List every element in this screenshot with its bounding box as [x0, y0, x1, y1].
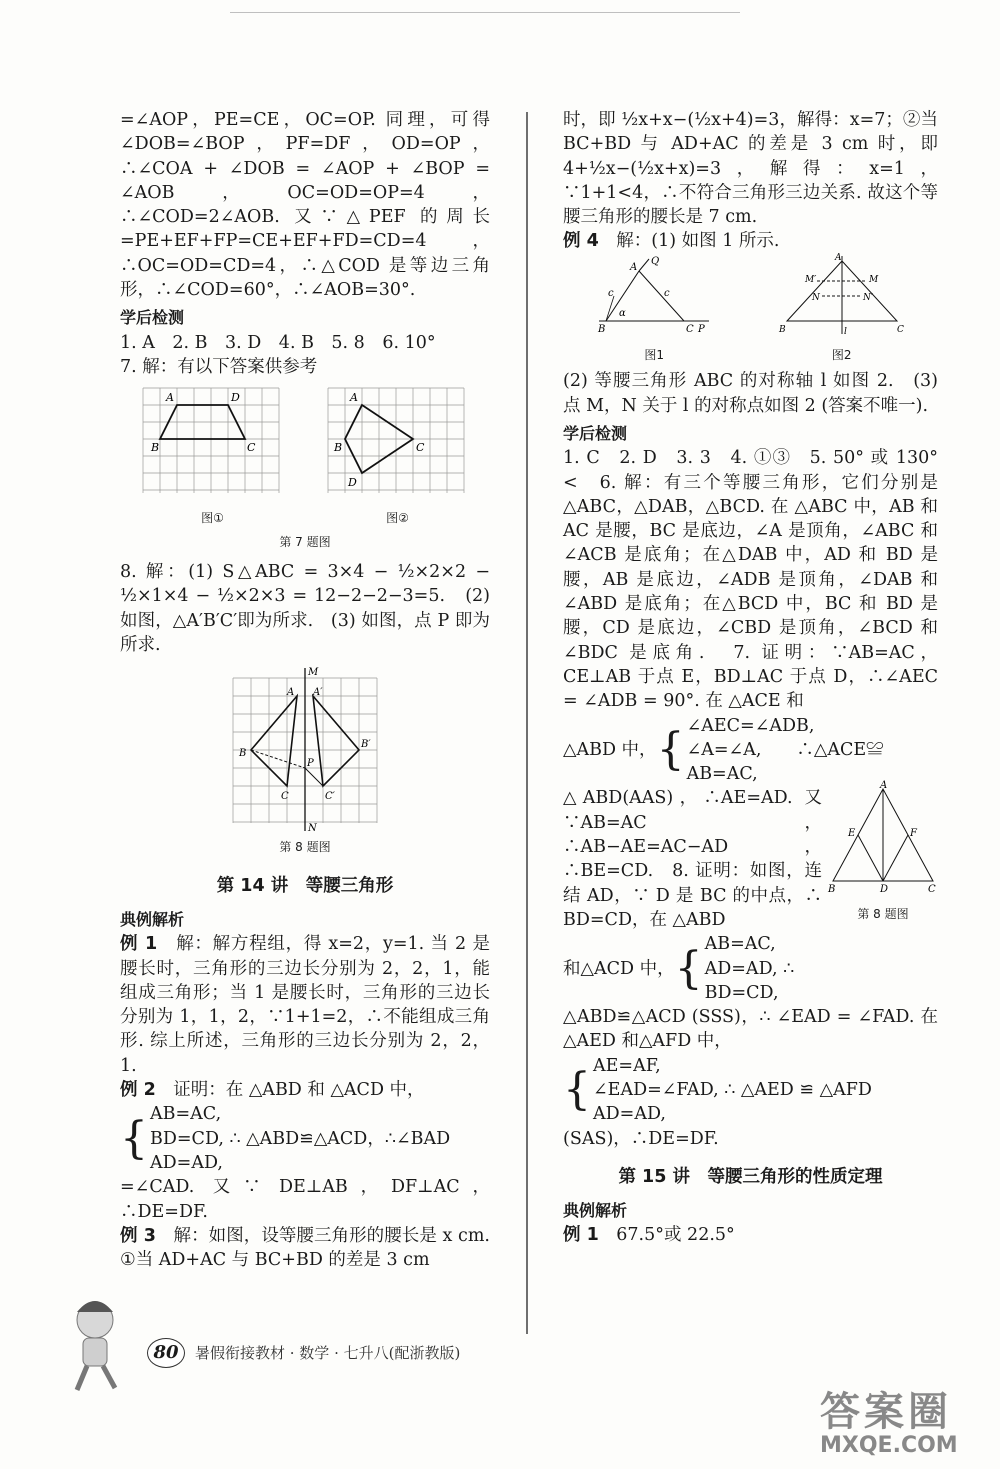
system-line: AD=AD,	[593, 1104, 666, 1125]
check-heading: 学后检测	[120, 308, 185, 328]
system-line: ∠AEC=∠ADB,	[686, 715, 815, 736]
q8c-tail: (SAS)，∴DE=DF.	[563, 1128, 719, 1149]
figure-7b-caption: 图②	[386, 510, 409, 525]
grid-figure-a	[133, 383, 293, 498]
q8-system	[563, 932, 938, 1005]
example-3-text: 解：如图，设等腰三角形的腰长是 x cm. ①当 AD+AC 与 BC+BD 的差是 3 cm	[120, 1225, 490, 1271]
brace: {	[563, 1064, 591, 1116]
svg-text:B: B	[598, 323, 606, 335]
q8-system-label: 和△ACD 中，	[563, 958, 675, 979]
example-3-continued: 时，即 ½x+x−(½x+4)=3，解得：x=7；②当 BC+BD 与 AD+AC 的差是 3 cm 时，即 4+½x−(½x+x)=3，解得：x=1，∵1+1<4，∴不符合三角形三边关系. 故这个等腰三角形的腰长是 7 cm.	[563, 110, 938, 228]
svg-text:α: α	[619, 307, 627, 319]
svg-text:C: C	[896, 324, 904, 335]
svg-text:C: C	[281, 791, 289, 803]
right-column	[563, 108, 956, 1248]
figure-7-caption: 第 7 题图	[279, 534, 331, 549]
svg-text:l: l	[843, 326, 847, 337]
system-line: AD=AD,	[150, 1152, 223, 1173]
q7-tail-block	[563, 780, 938, 932]
figure-1	[594, 256, 714, 368]
figure-8-right-caption: 第 8 题图	[857, 906, 909, 921]
figure-2-drawing	[777, 252, 907, 337]
figure-2-caption: 图2	[831, 348, 852, 363]
lesson-15-title: 第 15 讲 等腰三角形的性质定理	[618, 1166, 883, 1187]
system-line: ∠EAD=∠FAD, ∴ △AED ≌ △AFD	[593, 1079, 872, 1100]
example-4-figures	[563, 252, 938, 368]
system-line: AB=AC,	[150, 1104, 222, 1125]
svg-text:B′: B′	[361, 739, 371, 751]
svg-text:B: B	[778, 324, 786, 335]
watermark-line-2: MXQE.COM	[820, 1433, 958, 1458]
page-number: 80	[147, 1338, 185, 1368]
figure-7a	[133, 383, 293, 530]
example-1-label: 例 1	[120, 934, 158, 955]
figure-8-right	[828, 780, 938, 932]
svg-text:N′: N′	[862, 292, 873, 303]
grid-figure-b	[318, 383, 478, 498]
example-2-head	[120, 1078, 490, 1102]
column-divider	[526, 112, 528, 1334]
check-answers: 1. A 2. B 3. D 4. B 5. 8 6. 10°	[120, 332, 436, 353]
figure-8	[225, 663, 385, 833]
figure-2	[777, 252, 907, 368]
svg-text:c: c	[608, 287, 614, 299]
example-2-system	[120, 1102, 490, 1175]
figure-7b	[318, 383, 478, 530]
q7-system-label: △ABD 中，	[563, 739, 657, 760]
svg-text:A′: A′	[313, 687, 323, 699]
footer-title: 暑假衔接教材 · 数学 · 七升八(配浙教版)	[195, 1344, 461, 1362]
svg-text:M: M	[308, 667, 319, 679]
example-1-text: 67.5°或 22.5°	[616, 1225, 735, 1246]
example-2-tail: =∠CAD. 又∵ DE⊥AB，DF⊥AC，∴DE=DF.	[120, 1177, 490, 1222]
system-line: AD=AD, ∴	[704, 958, 795, 979]
svg-text:A: A	[630, 261, 638, 273]
intro-paragraph: =∠AOP，PE=CE，OC=OP. 同理，可得∠DOB=∠BOP，PF=DF，OD=OP，∴∠COA + ∠DOB = ∠AOP + ∠BOP = ∠AOB，OC=OD=OP=4，∴∠COD=2∠AOB. 又∵△PEF 的周长=PE+EF+FP=CE+EF+FD=CD=4，∴OC=OD=CD=4，∴△COD 是等边三角形，∴∠COD=60°，∴∠AOB=30°.	[120, 110, 490, 301]
svg-text:E: E	[848, 828, 856, 840]
svg-text:A: A	[165, 391, 174, 405]
figure-1-caption: 图1	[644, 348, 665, 363]
example-1-text: 解：解方程组，得 x=2，y=1. 当 2 是腰长时，三角形的三边长分别为 2，2，1，能组成三角形；当 1 是腰长时，三角形的三边长分别为 1，1，2，∵1+1=2，∴不能组成三角形. 综上所述，三角形的三边长分别为 2，2，1.	[120, 934, 490, 1076]
q7-tail: △ABD(AAS)，∴AE=AD. 又∵AB=AC，∴AB−AE=AC−AD，∴BE=CD. 8. 证明：如图，连结 AD，∵ D 是 BC 的中点，∴ BD=CD，在 △ABD	[563, 788, 822, 930]
example-1-label: 例 1	[563, 1225, 599, 1246]
svg-text:C: C	[928, 884, 936, 896]
svg-text:D: D	[230, 391, 240, 405]
svg-text:B: B	[150, 441, 159, 455]
svg-text:F: F	[910, 828, 917, 840]
q7-system	[563, 714, 938, 787]
example-1	[120, 932, 490, 1078]
watermark-line-1: 答案圈	[820, 1389, 952, 1435]
check-heading: 学后检测	[563, 423, 628, 443]
figure-1-drawing	[594, 256, 714, 336]
system-line: ∠A=∠A, ∴△ACE≌	[686, 739, 884, 760]
svg-text:B: B	[333, 441, 342, 455]
svg-text:A: A	[349, 391, 358, 405]
svg-text:M: M	[868, 274, 878, 285]
svg-text:B: B	[828, 884, 836, 896]
svg-text:N: N	[811, 292, 820, 303]
svg-text:Q: Q	[651, 255, 660, 267]
example-1-right	[563, 1223, 938, 1247]
svg-text:C: C	[415, 441, 424, 455]
brace: {	[674, 942, 703, 994]
system-line: BD=CD, ∴ △ABD≌△ACD，∴∠BAD	[150, 1128, 451, 1149]
q8-tail: △ABD≌△ACD (SSS)，∴ ∠EAD = ∠FAD. 在△AED 和△AFD 中，	[563, 1007, 938, 1052]
brace: {	[120, 1112, 148, 1164]
figure-7	[120, 383, 490, 530]
lesson-14-title: 第 14 讲 等腰三角形	[216, 875, 394, 896]
system-line: AE=AF,	[593, 1055, 661, 1076]
example-4	[563, 229, 938, 253]
analysis-heading: 典例解析	[563, 1201, 628, 1221]
boy-mascot-icon	[55, 1290, 135, 1400]
svg-text:N: N	[308, 823, 317, 835]
svg-text:M′: M′	[804, 274, 817, 285]
left-column	[120, 108, 490, 1272]
system-line: BD=CD,	[704, 982, 779, 1003]
example-4-label: 例 4	[563, 231, 599, 252]
svg-text:c: c	[664, 287, 670, 299]
svg-text:P: P	[307, 758, 314, 770]
check-answers: 1. C 2. D 3. 3 4. ①③ 5. 50° 或 130° < 6. 解：有三个等腰三角形，它们分别是 △ABC，△DAB，△BCD. 在 △ABC 中，AB 和 AC 是腰，BC 是底边，∠A 是顶角，∠ABC 和∠ACB 是底角；在△DAB 中，AD 和 BD 是腰，AB 是底边，∠ADB 是顶角，∠DAB 和∠ABD 是底角；在△BCD 中，BC 和 BD 是腰，CD 是底边，∠CBD 是顶角，∠BCD 和 ∠BDC 是底角. 7. 证明：∵AB=AC，CE⊥AB 于点 E，BD⊥AC 于点 D，∴∠AEC = ∠ADB = 90°. 在 △ACE 和	[563, 448, 956, 712]
svg-text:C: C	[246, 441, 255, 455]
svg-text:A: A	[880, 780, 888, 792]
figure-7a-caption: 图①	[201, 510, 224, 525]
svg-text:P: P	[698, 323, 705, 335]
example-2-text: 证明：在 △ABD 和 △ACD 中，	[173, 1080, 425, 1101]
example-2-label: 例 2	[120, 1080, 156, 1101]
svg-text:C′: C′	[325, 791, 335, 803]
svg-text:A: A	[287, 687, 295, 699]
question-7: 7. 解：有以下答案供参考	[120, 356, 318, 377]
svg-text:D: D	[880, 884, 889, 896]
analysis-heading: 典例解析	[120, 909, 185, 929]
watermark	[820, 1380, 958, 1458]
svg-text:A: A	[834, 252, 842, 263]
system-line: AB=AC,	[686, 764, 758, 785]
example-3	[120, 1224, 490, 1273]
example-4-answers: (2) 等腰三角形 ABC 的对称轴 l 如图 2. (3) 点 M，N 关于 l 的对称点如图 2 (答案不唯一).	[563, 371, 938, 416]
figure-8-caption: 第 8 题图	[279, 840, 331, 855]
example-4-text: 解：(1) 如图 1 所示.	[616, 231, 780, 252]
page-footer	[55, 1290, 575, 1410]
svg-text:D: D	[347, 476, 357, 490]
svg-text:B: B	[239, 748, 247, 760]
brace: {	[656, 723, 685, 775]
example-3-label: 例 3	[120, 1225, 156, 1246]
svg-text:C: C	[686, 323, 694, 335]
top-rule	[230, 12, 740, 13]
q8c-system	[563, 1054, 938, 1127]
question-8: 8. 解：(1) S△ABC = 3×4 − ½×2×2 − ½×1×4 − ½×2×3 = 12−2−2−3=5. (2) 如图，△A′B′C′即为所求. (3) 如图，点 P 即为所求.	[120, 562, 490, 656]
figure-8-right-drawing	[828, 780, 938, 896]
system-line: AB=AC,	[704, 934, 776, 955]
